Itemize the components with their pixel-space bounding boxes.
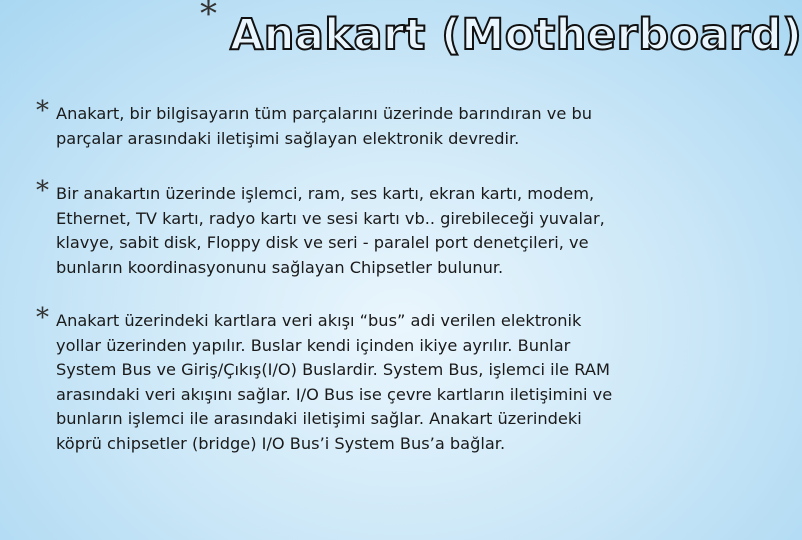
slide-title: Anakart (Motherboard) — [230, 10, 802, 60]
bullet-star-marker: * — [36, 96, 49, 126]
bullet-text: Bir anakartın üzerinde işlemci, ram, ses kartı, ekran kartı, modem, Ethernet, TV kartı, radyo kartı ve sesi kartı vb.. girebileceği yuvalar, klavye, sabit disk, Floppy disk ve seri - paralel port denetçileri, ve bunların koordinasyonunu sağlayan Chipsetler bulunur. — [56, 184, 605, 277]
slide-body — [36, 96, 716, 456]
bullet-item — [36, 96, 716, 151]
bullet-star-marker: * — [36, 303, 49, 333]
bullet-item — [36, 176, 716, 280]
slide-title-row — [200, 0, 802, 62]
bullet-text: Anakart üzerindeki kartlara veri akışı “bus” adi verilen elektronik yollar üzerinden yapılır. Buslar kendi içinden ikiye ayrılır. Bunlar System Bus ve Giriş/Çıkış(I/O) Buslardir. System Bus, işlemci ile RAM arasındaki veri akışını sağlar. I/O Bus ise çevre kartların iletişimini ve bunların işlemci ile arasındaki iletişimi sağlar. Anakart üzerindeki köprü chipsetler (bridge) I/O Bus’i System Bus’a bağlar. — [56, 311, 613, 453]
bullet-star-marker: * — [36, 176, 49, 206]
title-star-marker: * — [200, 0, 217, 34]
bullet-text: Anakart, bir bilgisayarın tüm parçalarını üzerinde barındıran ve bu parçalar arasındaki iletişimi sağlayan elektronik devredir. — [56, 104, 592, 148]
bullet-item — [36, 303, 716, 456]
